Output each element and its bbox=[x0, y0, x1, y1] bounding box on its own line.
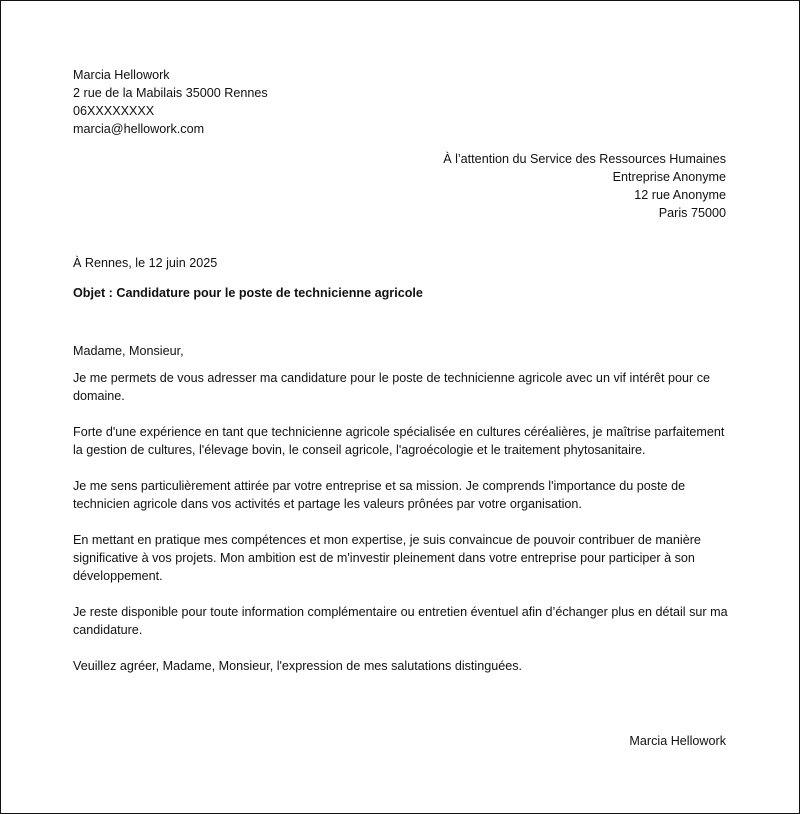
letter-subject: Objet : Candidature pour le poste de technicienne agricole bbox=[73, 286, 423, 300]
paragraph: En mettant en pratique mes compétences et mon expertise, je suis convaincue de pouvoir contribuer de manière significative à vos projets. Mon ambition est de m'investir pleinement dans votre entreprise pour participer à son développement. bbox=[73, 533, 701, 583]
recipient-street: 12 rue Anonyme bbox=[634, 188, 726, 202]
sender-address: 2 rue de la Mabilais 35000 Rennes bbox=[73, 86, 268, 100]
recipient-block bbox=[443, 150, 726, 222]
paragraph: Je me sens particulièrement attirée par votre entreprise et sa mission. Je comprends l'importance du poste de technicien agricole dans vos activités et partage les valeurs prônées par votre organisation. bbox=[73, 479, 686, 511]
signature: Marcia Hellowork bbox=[629, 734, 726, 748]
paragraph: Forte d'une expérience en tant que technicienne agricole spécialisée en cultures céréalières, je maîtrise parfaitement la gestion de cultures, l'élevage bovin, le conseil agricole, l'agroécologie et le traitement phytosanitaire. bbox=[73, 425, 725, 457]
sender-block bbox=[73, 66, 268, 138]
closing-paragraph: Veuillez agréer, Madame, Monsieur, l'expression de mes salutations distinguées. bbox=[73, 659, 523, 673]
recipient-company: Entreprise Anonyme bbox=[612, 170, 726, 184]
sender-email: marcia@hellowork.com bbox=[73, 122, 205, 136]
recipient-city: Paris 75000 bbox=[658, 206, 726, 220]
letter-date: À Rennes, le 12 juin 2025 bbox=[73, 256, 218, 270]
sender-phone: 06XXXXXXXX bbox=[73, 104, 155, 118]
salutation: Madame, Monsieur, bbox=[73, 344, 184, 358]
paragraph: Je me permets de vous adresser ma candidature pour le poste de technicienne agricole avec un vif intérêt pour ce domaine. bbox=[73, 371, 711, 403]
sender-name: Marcia Hellowork bbox=[73, 68, 170, 82]
recipient-attention: À l’attention du Service des Ressources Humaines bbox=[443, 152, 726, 166]
paragraph: Je reste disponible pour toute information complémentaire ou entretien éventuel afin d’échanger plus en détail sur ma candidature. bbox=[73, 605, 728, 637]
letter-body bbox=[73, 342, 733, 693]
